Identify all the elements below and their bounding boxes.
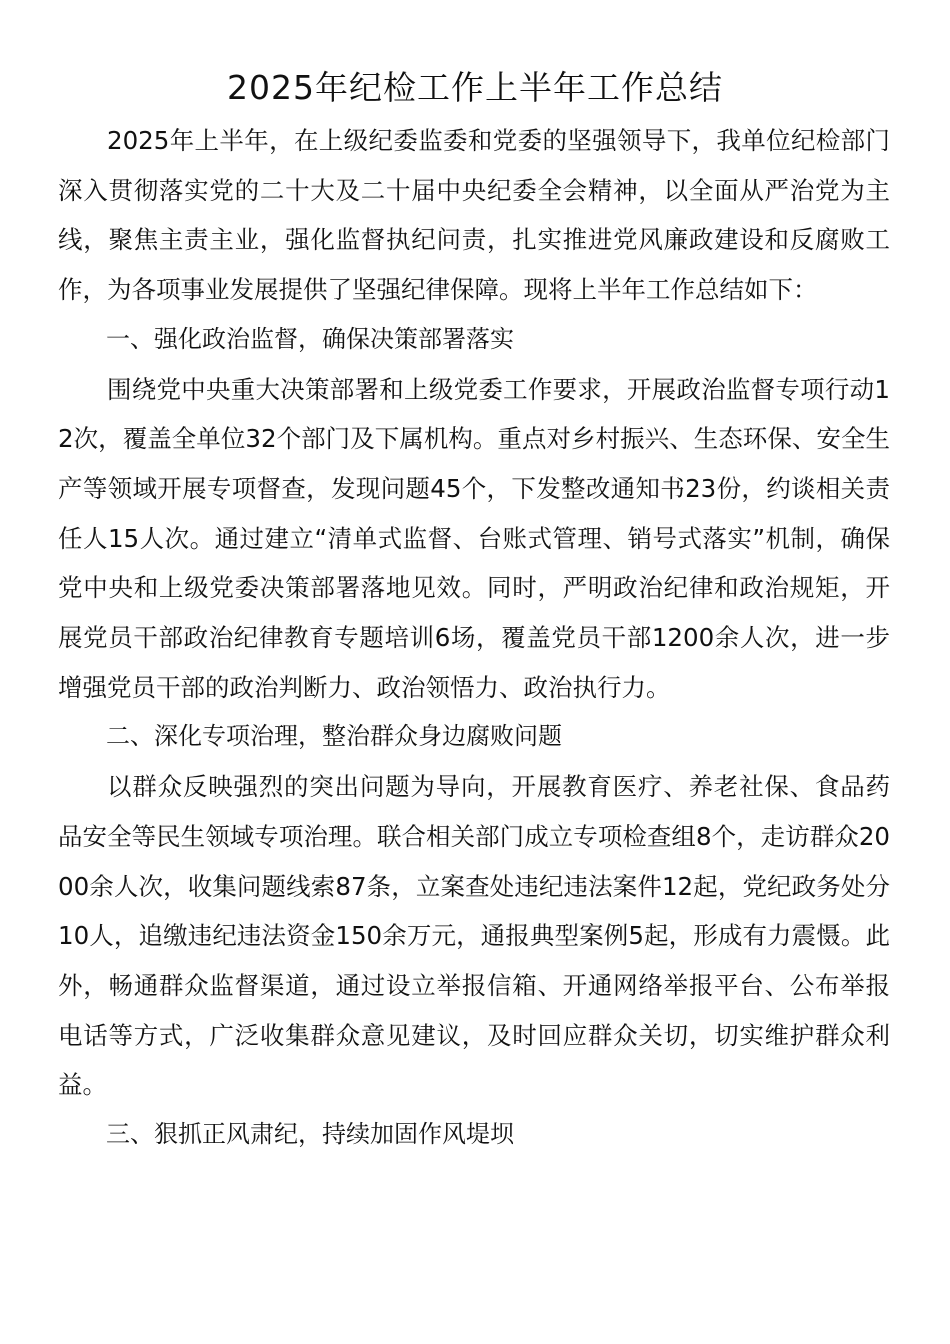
intro-paragraph: 2025年上半年，在上级纪委监委和党委的坚强领导下，我单位纪检部门深入贯彻落实党的二十大及二十届中央纪委全会精神，以全面从严治党为主线，聚焦主责主业，强化监督执纪问责，扎实推进党风廉政建设和反腐败工作，为各项事业发展提供了坚强纪律保障。现将上半年工作总结如下：: [58, 126, 890, 305]
section-heading-3: 三、狠抓正风肃纪，持续加固作风堤坝: [106, 1120, 514, 1149]
document-body: [58, 116, 890, 1160]
section-body-1: 围绕党中央重大决策部署和上级党委工作要求，开展政治监督专项行动12次，覆盖全单位32个部门及下属机构。重点对乡村振兴、生态环保、安全生产等领域开展专项督查，发现问题45个，下发整改通知书23份，约谈相关责任人15人次。通过建立“清单式监督、台账式管理、销号式落实”机制，确保党中央和上级党委决策部署落地见效。同时，严明政治纪律和政治规矩，开展党员干部政治纪律教育专题培训6场，覆盖党员干部1200余人次，进一步增强党员干部的政治判断力、政治领悟力、政治执行力。: [58, 374, 890, 702]
document-title: 2025年纪检工作上半年工作总结: [227, 68, 723, 107]
section-heading-1: 一、强化政治监督，确保决策部署落实: [106, 324, 514, 353]
section-heading-2: 二、深化专项治理，整治群众身边腐败问题: [106, 722, 562, 751]
section-body-2: 以群众反映强烈的突出问题为导向，开展教育医疗、养老社保、食品药品安全等民生领域专项治理。联合相关部门成立专项检查组8个，走访群众2000余人次，收集问题线索87条，立案查处违纪违法案件12起，党纪政务处分10人，追缴违纪违法资金150余万元，通报典型案例5起，形成有力震慑。此外，畅通群众监督渠道，通过设立举报信箱、开通网络举报平台、公布举报电话等方式，广泛收集群众意见建议，及时回应群众关切，切实维护群众利益。: [58, 772, 890, 1100]
